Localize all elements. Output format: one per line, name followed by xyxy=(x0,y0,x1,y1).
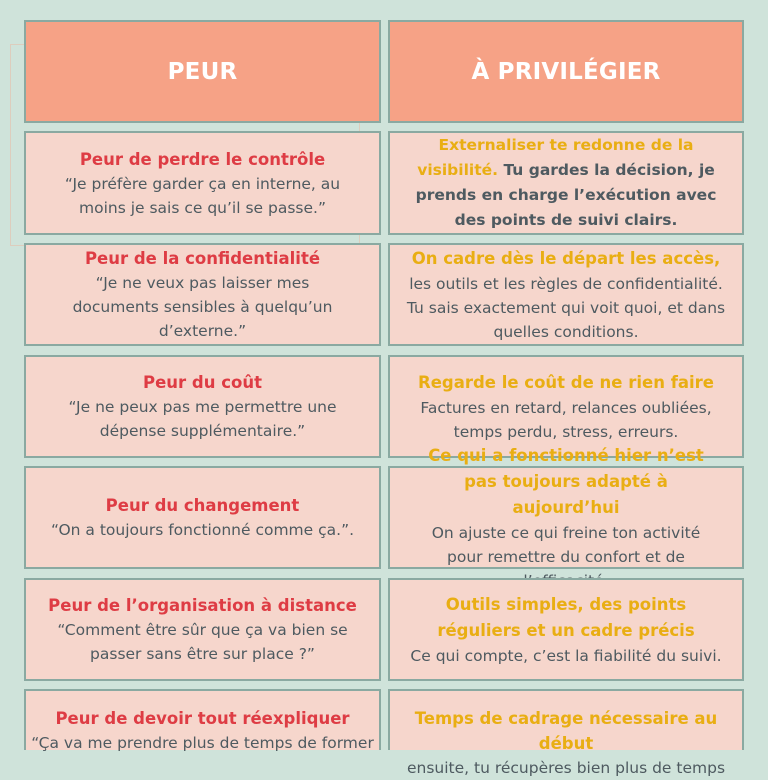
solution-title: Ce qui a fonctionné hier n’est pas toujours adapté à aujourd’hui xyxy=(428,445,704,517)
fear-cell-change xyxy=(24,466,381,569)
fear-cell-control xyxy=(24,131,381,235)
fear-title: Peur de perdre le contrôle xyxy=(79,149,326,169)
solution-text: les outils et les règles de confidentialité. Tu sais exactement qui voit quoi, et dans quelles conditions. xyxy=(406,274,726,341)
solution-cell-remote xyxy=(388,578,744,681)
fear-cell-reexplain xyxy=(24,689,381,750)
solution-title: Externaliser te redonne de la visibilité. xyxy=(417,136,694,179)
solution-paragraph xyxy=(396,133,736,233)
fear-title: Peur de l’organisation à distance xyxy=(48,596,357,615)
header-fear xyxy=(24,20,381,123)
fear-quote: “Je ne peux pas me permettre une dépense supplémentaire.” xyxy=(68,398,337,440)
header-fear-label: PEUR xyxy=(167,58,238,85)
header-solution xyxy=(388,20,744,123)
fear-quote: “Comment être sûr que ça va bien se passer sans être sur place ?” xyxy=(57,621,348,663)
solution-title: Temps de cadrage nécessaire au début xyxy=(414,709,718,753)
solution-cell-change xyxy=(388,445,744,569)
fear-cell-confidentiality xyxy=(24,243,381,346)
fear-cell-remote xyxy=(24,578,381,681)
solution-text: On ajuste ce qui freine ton activité pour remettre du confort et de xyxy=(431,523,701,566)
solution-text: Factures en retard, relances oubliées, temps perdu, stress, erreurs. xyxy=(420,398,712,441)
solution-cell-control xyxy=(388,131,744,235)
solution-cell-reexplain xyxy=(388,689,744,777)
header-solution-label: À PRIVILÉGIER xyxy=(471,58,661,85)
fear-title: Peur du changement xyxy=(105,496,300,515)
fear-quote: “Je préfère garder ça en interne, au moins je sais ce qu’il se passe.” xyxy=(64,174,341,217)
solution-text: Ce qui compte, c’est la fiabilité du suivi. xyxy=(410,646,722,665)
solution-text: Tu gardes la décision, je prends en charge l’exécution avec des points de suivi clairs. xyxy=(415,161,717,229)
solution-title: On cadre dès le départ les accès, xyxy=(411,248,721,268)
fear-quote: “Ça va me prendre plus de temps de former xyxy=(31,734,374,752)
solution-title: Regarde le coût de ne rien faire xyxy=(417,372,714,392)
fear-title: Peur du coût xyxy=(143,373,262,392)
fear-cell-cost xyxy=(24,355,381,458)
solution-text: ensuite, tu récupères bien plus de temps xyxy=(406,759,726,777)
solution-cell-confidentiality xyxy=(388,243,744,346)
fear-quote: “Je ne veux pas laisser mes documents sensibles à quelqu’un d’externe.” xyxy=(72,274,333,340)
solution-title: Outils simples, des points réguliers et un cadre précis xyxy=(437,594,695,640)
fear-quote: “On a toujours fonctionné comme ça.”. xyxy=(50,521,355,539)
fear-title: Peur de devoir tout réexpliquer xyxy=(55,709,350,728)
fear-title: Peur de la confidentialité xyxy=(84,249,321,268)
